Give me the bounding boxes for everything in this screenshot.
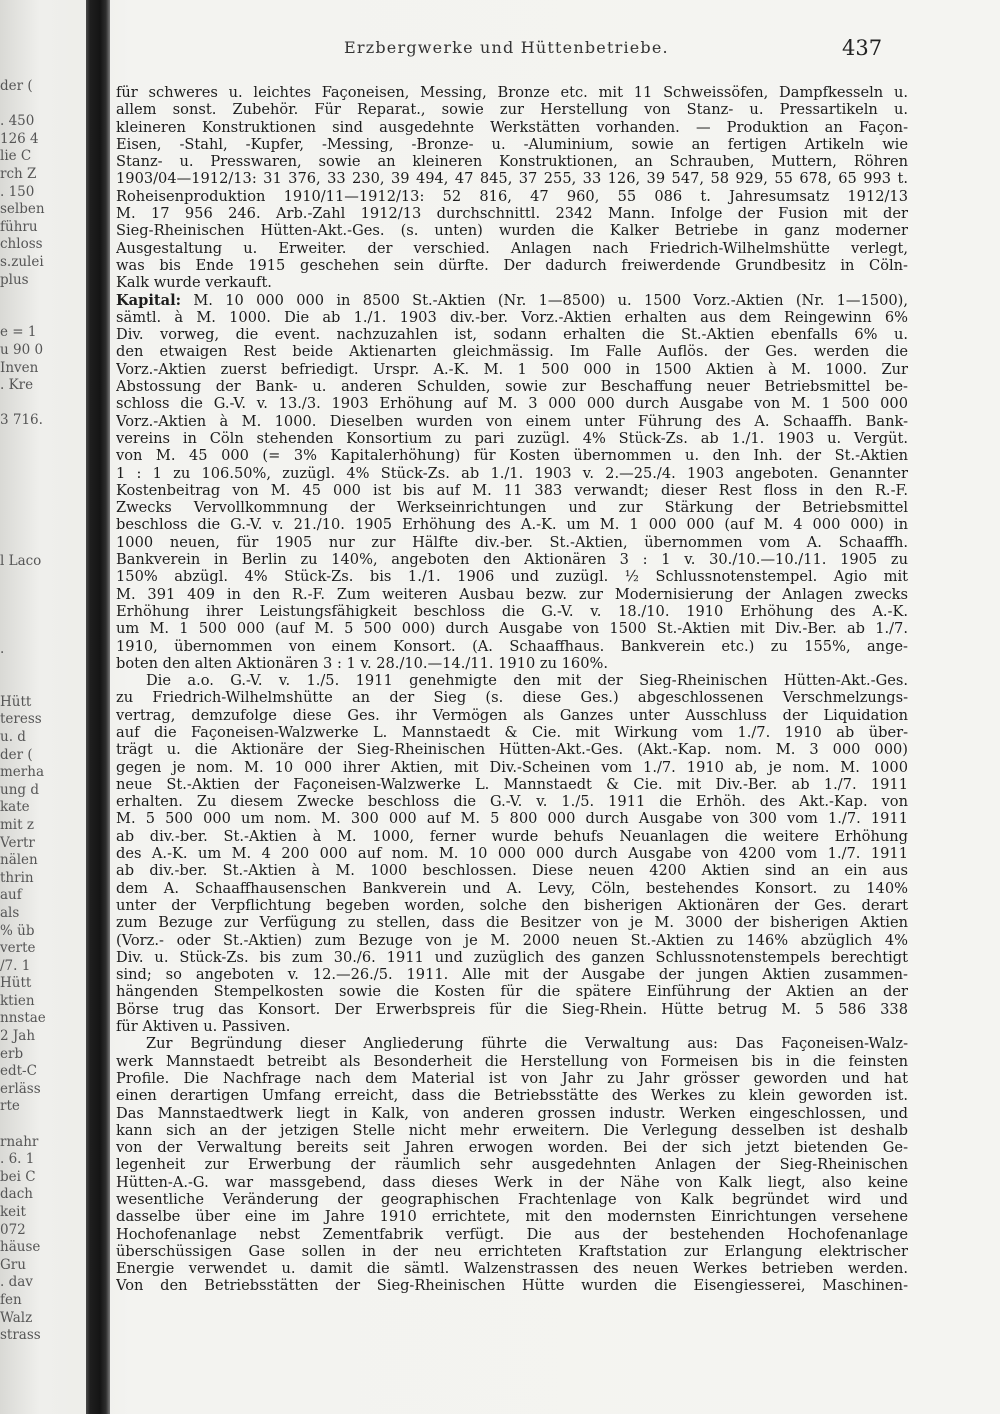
text-line: gegen je nom. M. 10 000 ihrer Aktien, mit Div.-Scheinen vom 1./7. 1910 ab, je nom. M. 1000 <box>116 758 908 776</box>
fragment-line: . <box>0 641 5 657</box>
fragment-line: l Laco <box>0 553 42 570</box>
text-line: um M. 1 500 000 (auf M. 5 500 000) durch Ausgabe von 1500 St.-Aktien mit Div.-Ber. ab 1./7. <box>116 620 908 638</box>
text-line: Roheisenproduktion 1910/11—1912/13: 52 816, 47 960, 55 086 t. Jahresumsatz 1912/13 <box>116 187 908 205</box>
text-line: den etwaigen Rest beide Aktienarten gleichmässig. Im Falle Auflös. der Ges. werden die <box>116 343 908 361</box>
fragment-line: 3 716. <box>0 412 43 429</box>
text-line: kleineren Konstruktionen sind ausgedehnte Werkstätten vorhanden. — Produktion an Façon- <box>116 118 908 136</box>
fragment-line: 126 4 <box>0 130 39 147</box>
text-line: werk Mannstaedt betreibt als Besonderheit die Herstellung von Formeisen bis in die feinsten <box>116 1052 908 1070</box>
fragment-line: . 150 <box>0 183 35 200</box>
text-line: unter der Verpflichtung begeben worden, solche den bisherigen Aktionären der Ges. derart <box>116 896 908 914</box>
fragment-line: der ( <box>0 78 33 94</box>
text-line: beschloss die G.-V. v. 21./10. 1905 Erhöhung des A.-K. um M. 1 000 000 (auf M. 4 000 000) in <box>116 516 908 534</box>
text-line: Stanz- u. Presswaren, sowie an kleineren Konstruktionen, an Schrauben, Muttern, Röhren <box>116 153 908 171</box>
fragment-line: verte <box>0 940 36 957</box>
text-line: Vorz.-Aktien zuerst befriedigt. Urspr. A.-K. M. 1 500 000 in 1500 Aktien à M. 1000. Zur <box>116 360 908 378</box>
fragment-line: plus <box>0 271 29 288</box>
text-line: 150% abzügl. 4% Stück-Zs. bis 1./1. 1906 und zuzügl. ½ Schlussnotenstempel. Agio mit <box>116 568 908 586</box>
text-line: Profile. Die Nachfrage nach dem Material ist von Jahr zu Jahr grösser geworden und hat <box>116 1069 908 1087</box>
text-line: Energie verwendet u. damit die sämtl. Walzenstrassen des neuen Werkes betrieben werden. <box>116 1260 908 1278</box>
text-line: einen derartigen Umfang erreicht, dass die Betriebsstätte des Werkes zu klein geworden ist. <box>116 1087 908 1105</box>
facing-page-fragments <box>0 78 82 1345</box>
fragment-line: 2 Jah <box>0 1028 36 1045</box>
text-line: Div. vorweg, die event. nachzuzahlen ist, sodann erhalten die St.-Aktien ebenfalls 6% u. <box>116 326 908 344</box>
text-line: schloss die G.-V. v. 13./3. 1903 Erhöhung auf M. 3 000 000 durch Ausgabe von M. 1 500 000 <box>116 395 908 413</box>
text-line: M. 17 956 246. Arb.-Zahl 1912/13 durchschnittl. 2342 Mann. Infolge der Fusion mit der <box>116 205 908 223</box>
text-line: vereins in Cöln stehenden Konsortium zu pari zuzügl. 4% Stück-Zs. ab 1./1. 1903 u. Vergüt. <box>116 429 908 447</box>
text-line: des A.-K. um M. 4 200 000 auf nom. M. 10 000 000 durch Ausgabe von 4200 vom 1./7. 1911 <box>116 845 908 863</box>
fragment-line: /7. 1 <box>0 957 31 974</box>
fragment-line <box>0 96 82 114</box>
text-line: Sieg-Rheinischen Hütten-Akt.-Ges. (s. unten) wurden die Kalker Betriebe in ganz moderner <box>116 222 908 240</box>
text-line: Börse trug das Konsort. Der Erwerbspreis für die Sieg-Rhein. Hütte betrug M. 5 586 338 <box>116 1000 908 1018</box>
fragment-line: lie C <box>0 148 32 165</box>
fragment-line: teress <box>0 711 42 728</box>
fragment-line <box>0 535 82 553</box>
fragment-line <box>0 465 82 483</box>
fragment-line <box>0 676 82 694</box>
fragment-line: strass <box>0 1327 41 1344</box>
text-line: 1910, übernommen von einem Konsort. (A. Schaaffhaus. Bankverein etc.) zu 155%, ange- <box>116 637 908 655</box>
text-line: Zwecks Vervollkommnung der Werkseinrichtungen und zur Stärkung der Betriebsmittel <box>116 499 908 517</box>
fragment-line: der ( <box>0 746 33 763</box>
fragment-line: merha <box>0 764 44 781</box>
fragment-line <box>0 430 82 448</box>
fragment-line: . dav <box>0 1274 33 1291</box>
fragment-line: Inven <box>0 359 39 376</box>
fragment-line: erläss <box>0 1080 41 1097</box>
text-line: trägt u. die Aktionäre der Sieg-Rheinischen Hütten-Akt.-Ges. (Akt.-Kap. nom. M. 3 000 000) <box>116 741 908 759</box>
text-line: Hochofenanlage nebst Zementfabrik verfügt. Die aus der bestehenden Hochofenanlage <box>116 1225 908 1243</box>
text-line: Bankverein in Berlin zu 140%, angeboten den Aktionären 3 : 1 v. 30./10.—10./11. 1905 zu <box>116 551 908 569</box>
text-line: vertrag, demzufolge diese Ges. ihr Vermögen als Ganzes unter Ausschluss der Liquidation <box>116 706 908 724</box>
fragment-line: . Kre <box>0 377 34 394</box>
fragment-line <box>0 447 82 465</box>
text-line: Hütten-A.-G. war massgebend, dass dieses Werk in der Nähe von Kalk liegt, also keine <box>116 1173 908 1191</box>
text-line: boten den alten Aktionären 3 : 1 v. 28./10.—14./11. 1910 zu 160%. <box>116 654 609 672</box>
text-line: erhalten. Zu diesem Zwecke beschloss die G.-V. v. 1./5. 1911 die Erhöh. des Akt.-Kap. von <box>116 793 908 811</box>
fragment-line: Gru <box>0 1256 26 1273</box>
text-line: Eisen, -Stahl, -Kupfer, -Messing, -Bronze- u. -Aluminium, sowie an fertigen Artikeln wie <box>116 135 908 153</box>
text-line: allem sonst. Zubehör. Für Reparat., sowie zur Herstellung von Stanz- u. Pressartikeln u. <box>116 101 908 119</box>
text-line: was bis Ende 1915 geschehen sein dürfte. Der dadurch freiwerdende Grundbesitz in Cöln- <box>116 256 908 274</box>
text-line: wesentliche Veränderung der geographischen Frachtenlage von Kalk begründet wird und <box>116 1191 908 1208</box>
book-gutter <box>86 0 110 1414</box>
text-line: hängenden Stempelkosten sowie die Kosten für die spätere Einführung der Aktien an der <box>116 983 908 1001</box>
fragment-line <box>0 659 82 677</box>
fragment-line: nnstae <box>0 1010 46 1027</box>
text-line: ab div.-ber. St.-Aktien à M. 1000, ferner wurde behufs Neuanlagen die weitere Erhöhung <box>116 827 908 845</box>
fragment-line: 072 <box>0 1221 26 1238</box>
fragment-line: ktien <box>0 992 35 1009</box>
fragment-line: s.zulei <box>0 253 44 270</box>
running-head: Erzbergwerke und Hüttenbetriebe. <box>344 38 669 57</box>
text-line: zum Bezuge zur Verfügung zu stellen, dass die Besitzer von je M. 3000 der bisherigen Aktien <box>116 914 908 932</box>
text-line: für Aktiven u. Passiven. <box>116 1018 291 1036</box>
fragment-line: kate <box>0 799 30 816</box>
fragment-line <box>0 483 82 501</box>
text-line: 1903/04—1912/13: 31 376, 33 230, 39 494, 47 845, 37 255, 33 126, 39 547, 58 929, 55 678, 65 993 t. <box>116 170 908 188</box>
text-line: 1000 neuen, für 1905 nur zur Hälfte div.-ber. St.-Aktien, übernommen vom A. Schaaffh. <box>116 533 908 551</box>
fragment-line: u 90 0 <box>0 341 44 358</box>
fragment-line: % üb <box>0 922 35 939</box>
text-line-rest: M. 10 000 000 in 8500 St.-Aktien (Nr. 1—8500) u. 1500 Vorz.-Aktien (Nr. 1—1500), <box>181 291 908 309</box>
text-line: ab div.-ber. St.-Aktien à M. 1000 beschlossen. Diese neuen 4200 Aktien sind an ein aus <box>116 862 908 880</box>
paragraph-first-line: Zur Begründung dieser Angliederung führte die Verwaltung aus: Das Façoneisen-Walz- <box>146 1035 908 1053</box>
fragment-line <box>0 1116 82 1134</box>
text-line: neue St.-Aktien der Façoneisen-Walzwerke L. Mannstaedt & Cie. mit Div.-Ber. ab 1./7. 1911 <box>116 775 908 793</box>
text-line: M. 5 500 000 um nom. M. 300 000 auf M. 5 800 000 durch Ausgabe von 300 vom 1./7. 1911 <box>116 810 908 828</box>
text-line: sind; so angeboten v. 12.—26./5. 1911. Alle mit der Ausgabe der jungen Aktien zusammen- <box>116 966 908 984</box>
fragment-line: nälen <box>0 852 38 869</box>
fragment-line: edt-C <box>0 1063 37 1080</box>
text-line: Abstossung der Bank- u. anderen Schulden, sowie zur Beschaffung neuer Betriebsmittel be- <box>116 378 908 396</box>
fragment-line: ung d <box>0 781 39 798</box>
text-line: überschüssigen Gase sollen in der neu errichteten Kraftstation zur Erlangung elektrischer <box>116 1242 908 1260</box>
page-number: 437 <box>842 36 883 60</box>
fragment-line: . 450 <box>0 113 35 130</box>
fragment-line: Walz <box>0 1309 33 1326</box>
fragment-line: fen <box>0 1291 22 1308</box>
fragment-line: u. d <box>0 728 26 745</box>
text-line: Erhöhung ihrer Leistungsfähigkeit beschloss die G.-V. v. 18./10. 1910 Erhöhung des A.-K. <box>116 602 908 620</box>
fragment-line: Hütt <box>0 975 32 992</box>
fragment-line <box>0 606 82 624</box>
fragment-line: bei C <box>0 1168 36 1185</box>
text-line: von M. 45 000 (= 3% Kapitalerhöhung) für Kosten übernommen u. den Inh. der St.-Aktien <box>116 447 908 465</box>
fragment-line <box>0 307 82 325</box>
fragment-line <box>0 623 82 641</box>
text-line: M. 391 409 in den R.-F. Zum weiteren Ausbau bezw. zur Modernisierung der Anlagen zwecks <box>116 585 908 603</box>
fragment-line <box>0 571 82 589</box>
fragment-line: häuse <box>0 1239 41 1256</box>
text-line: 1 : 1 zu 106.50%, zuzügl. 4% Stück-Zs. ab 1./1. 1903 v. 2.—25./4. 1903 angeboten. Genannter <box>116 464 908 482</box>
text-line: von der Verwaltung bereits seit Jahren erwogen worden. Bei der sich jetzt bietenden Ge- <box>116 1139 908 1157</box>
text-line: kann sich an der jetzigen Stelle nicht mehr erweitern. Die Verlegung desselben ist deshalb <box>116 1121 908 1139</box>
fragment-line: Hütt <box>0 693 32 710</box>
text-line: Das Mannstaedtwerk liegt in Kalk, von anderen grossen industr. Werken eingeschlossen, und <box>116 1104 908 1122</box>
text-line: Div. u. Stück-Zs. bis zum 30./6. 1911 und zuzüglich des ganzen Schlussnotenstempels berechtigt <box>116 948 908 966</box>
section-label: Kapital: <box>116 291 182 309</box>
text-line: sämtl. à M. 1000. Die ab 1./1. 1903 div.-ber. Vorz.-Aktien erhalten aus dem Reingewinn 6% <box>116 308 908 326</box>
fragment-line: chloss <box>0 236 43 253</box>
text-line: für schweres u. leichtes Façoneisen, Messing, Bronze etc. mit 11 Schweissöfen, Dampfkesseln u. <box>116 84 908 101</box>
text-line <box>116 292 908 309</box>
text-line: Kostenbeitrag von M. 45 000 ist bis auf M. 11 383 verwandt; dieser Rest floss in den R.-F. <box>116 481 908 499</box>
body-text <box>116 84 908 1295</box>
fragment-line: als <box>0 904 20 921</box>
fragment-line: erb <box>0 1045 24 1062</box>
fragment-line: auf <box>0 887 22 904</box>
fragment-line: . 6. 1 <box>0 1151 35 1168</box>
fragment-line <box>0 289 82 307</box>
paragraph-first-line: Die a.o. G.-V. v. 1./5. 1911 genehmigte den mit der Sieg-Rheinischen Hütten-Akt.-Ges. <box>146 672 908 690</box>
fragment-line: selben <box>0 201 45 218</box>
text-line: Vorz.-Aktien à M. 1000. Dieselben wurden von einem unter Führung des A. Schaaffh. Bank- <box>116 412 908 430</box>
text-line: Ausgestaltung u. Erweiter. der verschied. Anlagen nach Friedrich-Wilhelmshütte verlegt, <box>116 239 908 257</box>
text-line: legenheit zur Erwerbung der räumlich sehr ausgedehnten Anlagen der Sieg-Rheinischen <box>116 1156 908 1174</box>
fragment-line: keit <box>0 1204 26 1220</box>
text-line: Kalk wurde verkauft. <box>116 274 272 292</box>
fragment-line: rte <box>0 1098 20 1115</box>
fragment-line: thrin <box>0 869 34 886</box>
fragment-line <box>0 588 82 606</box>
fragment-line: dach <box>0 1186 33 1203</box>
fragment-line: führu <box>0 218 38 235</box>
text-line: dem A. Schaaffhausenschen Bankverein und A. Levy, Cöln, bestehendes Konsort. zu 140% <box>116 879 908 897</box>
fragment-line <box>0 500 82 518</box>
text-line: auf die Façoneisen-Walzwerke L. Mannstaedt & Cie. mit Wirkung vom 1./7. 1910 ab über- <box>116 723 908 741</box>
text-line: (Vorz.- oder St.-Aktien) zum Bezuge von je M. 2000 neuen St.-Aktien zu 146% abzüglich 4% <box>116 931 908 949</box>
fragment-line: rnahr <box>0 1133 39 1150</box>
fragment-line: rch Z <box>0 165 37 182</box>
fragment-line: Vertr <box>0 834 35 851</box>
text-line: Von den Betriebsstätten der Sieg-Rheinischen Hütte wurden die Eisengiesserei, Maschinen- <box>116 1277 908 1295</box>
fragment-line <box>0 518 82 536</box>
text-line: zu Friedrich-Wilhelmshütte an der Sieg (s. diese Ges.) abgeschlossenen Verschmelzungs- <box>116 689 908 707</box>
fragment-line: mit z <box>0 816 34 833</box>
text-line: dasselbe über eine im Jahre 1910 errichtete, mit den modernsten Einrichtungen versehene <box>116 1208 908 1226</box>
fragment-line: e = 1 <box>0 324 37 341</box>
fragment-line <box>0 395 82 413</box>
